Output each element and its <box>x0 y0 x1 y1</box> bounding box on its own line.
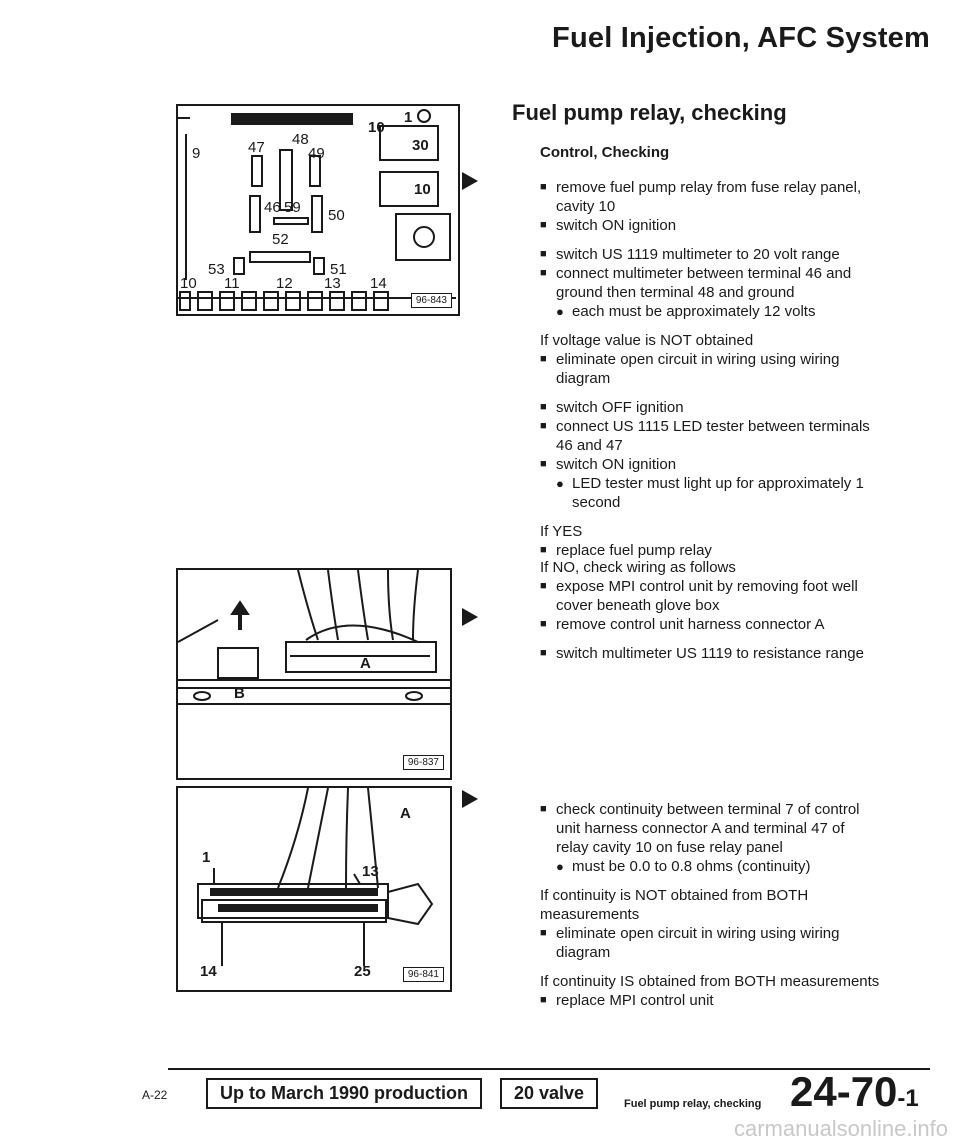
condition-text: If YES <box>540 523 583 540</box>
condition-text: If continuity is NOT obtained from BOTH measurements <box>540 887 809 923</box>
sub-bullet-item: ● LED tester must light up for approximately 1 second <box>556 475 864 511</box>
bullet-item: ■ remove control unit harness connector A <box>540 616 825 633</box>
label-14: 14 <box>200 963 217 980</box>
label-12: 12 <box>276 275 293 292</box>
label-13: 13 <box>362 863 379 880</box>
label-B: B <box>234 685 245 702</box>
pointer-arrow-1 <box>462 172 478 190</box>
bullet-item: ■ eliminate open circuit in wiring using wiring diagram <box>540 351 840 387</box>
production-box: Up to March 1990 production <box>206 1078 482 1109</box>
bullet-item: ■ switch ON ignition <box>540 217 677 234</box>
figure-relay-panel <box>176 104 460 316</box>
label-51: 51 <box>330 261 347 278</box>
label-10-top: 10 <box>368 119 385 136</box>
bullet-item: ■ check continuity between terminal 7 of control unit harness connector A and terminal 47 of relay cavity 10 on fuse relay panel <box>540 801 860 856</box>
bullet-item: ■ switch OFF ignition <box>540 399 684 416</box>
label-53: 53 <box>208 261 225 278</box>
label-48: 48 <box>292 131 309 148</box>
bullet-item: ■ replace MPI control unit <box>540 992 714 1009</box>
pointer-arrow-2 <box>462 608 478 626</box>
watermark: carmanualsonline.info <box>733 1116 948 1141</box>
label-A: A <box>400 805 411 822</box>
bullet-item: ■ switch ON ignition <box>540 456 677 473</box>
label-9: 9 <box>192 145 201 162</box>
figure-control-unit-connector <box>176 568 452 780</box>
instructions-block-2 <box>540 558 880 673</box>
figure-id-label: 96-841 <box>403 967 444 982</box>
label-1: 1 <box>202 849 211 866</box>
label-30: 30 <box>412 137 429 154</box>
page-number-main: 24-70 <box>790 1068 898 1115</box>
instructions-block-1 <box>540 143 880 570</box>
page-number-sub: -1 <box>897 1085 919 1112</box>
instructions-block-3 <box>540 800 880 1020</box>
footer-caption: Fuel pump relay, checking <box>624 1098 762 1110</box>
label-1: 1 <box>404 109 413 126</box>
pointer-arrow-3 <box>462 790 478 808</box>
section-title: Fuel pump relay, checking <box>512 100 787 125</box>
valve-box: 20 valve <box>500 1078 598 1109</box>
bullet-item: ■ connect US 1115 LED tester between terminals 46 and 47 <box>540 418 870 454</box>
page-number <box>790 1068 919 1116</box>
subsection-title: Control, Checking <box>540 144 670 161</box>
label-14: 14 <box>370 275 387 292</box>
label-25: 25 <box>354 963 371 980</box>
condition-text: If continuity IS obtained from BOTH measurements <box>540 973 880 990</box>
label-47: 47 <box>248 139 265 156</box>
label-10-bottom: 10 <box>180 275 197 292</box>
figure-id-label: 96-837 <box>403 755 444 770</box>
condition-text: If voltage value is NOT obtained <box>540 332 754 349</box>
bullet-item: ■ replace fuel pump relay <box>540 542 712 559</box>
bullet-item: ■ expose MPI control unit by removing foot well cover beneath glove box <box>540 578 858 614</box>
bullet-item: ■ connect multimeter between terminal 46 and ground then terminal 48 and ground <box>540 265 852 301</box>
label-10-right: 10 <box>414 181 431 198</box>
page-code: A-22 <box>142 1088 168 1102</box>
label-46: 46 <box>264 199 281 216</box>
bullet-item: ■ eliminate open circuit in wiring using wiring diagram <box>540 925 840 961</box>
page-header-title: Fuel Injection, AFC System <box>552 22 930 54</box>
label-11: 11 <box>224 275 240 292</box>
label-50: 50 <box>328 207 345 224</box>
connector-drawing <box>178 570 450 778</box>
label-52: 52 <box>272 231 289 248</box>
terminals-drawing <box>178 788 450 990</box>
label-59: 59 <box>284 199 301 216</box>
label-49: 49 <box>308 145 325 162</box>
condition-text: If NO, check wiring as follows <box>540 559 736 576</box>
bullet-item: ■ switch multimeter US 1119 to resistance range <box>540 645 864 662</box>
bullet-item: ■ switch US 1119 multimeter to 20 volt range <box>540 246 840 263</box>
relay-panel-drawing <box>178 106 458 314</box>
label-13: 13 <box>324 275 341 292</box>
sub-bullet-item: ● each must be approximately 12 volts <box>556 303 816 320</box>
sub-bullet-item: ● must be 0.0 to 0.8 ohms (continuity) <box>556 858 811 875</box>
figure-id-label: 96-843 <box>411 293 452 308</box>
bullet-item: ■ remove fuel pump relay from fuse relay panel, cavity 10 <box>540 179 862 215</box>
figure-connector-terminals <box>176 786 452 992</box>
label-A: A <box>360 655 371 672</box>
